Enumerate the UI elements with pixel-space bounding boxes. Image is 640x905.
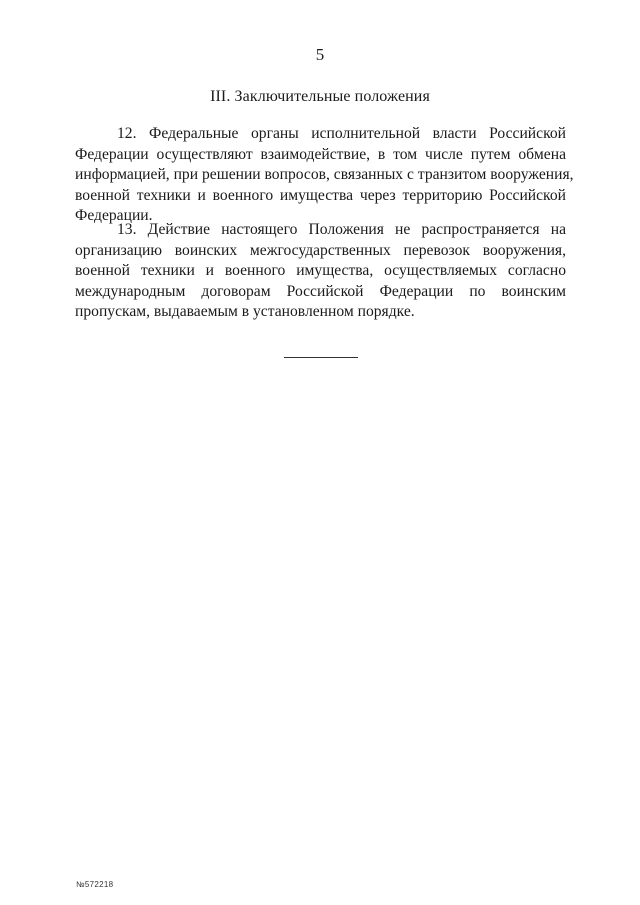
paragraph-line: информацией, при решении вопросов, связанных с транзитом вооружения,	[75, 166, 574, 184]
paragraph-12	[75, 124, 574, 227]
paragraph-line: 12. Федеральные органы исполнительной власти Российской	[117, 125, 566, 142]
page-number: 5	[315, 45, 325, 64]
document-code: №572218	[76, 880, 114, 889]
end-of-text-rule	[284, 357, 358, 358]
paragraph-13	[75, 220, 566, 323]
paragraph-line: международным договорам Российской Федерации по воинским	[75, 282, 566, 300]
paragraph-line: Федерации.	[75, 207, 153, 225]
paragraph-line: 13. Действие настоящего Положения не распространяется на	[117, 221, 566, 238]
paragraph-line: Федерации осуществляют взаимодействие, в том числе путем обмена	[75, 145, 566, 163]
paragraph-line: пропускам, выдаваемым в установленном порядке.	[75, 303, 415, 321]
paragraph-line: организацию воинских межгосударственных перевозок вооружения,	[75, 241, 566, 259]
paragraph-line: военной техники и военного имущества через территорию Российской	[75, 186, 566, 204]
section-title: III. Заключительные положения	[210, 88, 430, 105]
paragraph-line: военной техники и военного имущества, осуществляемых согласно	[75, 262, 566, 280]
